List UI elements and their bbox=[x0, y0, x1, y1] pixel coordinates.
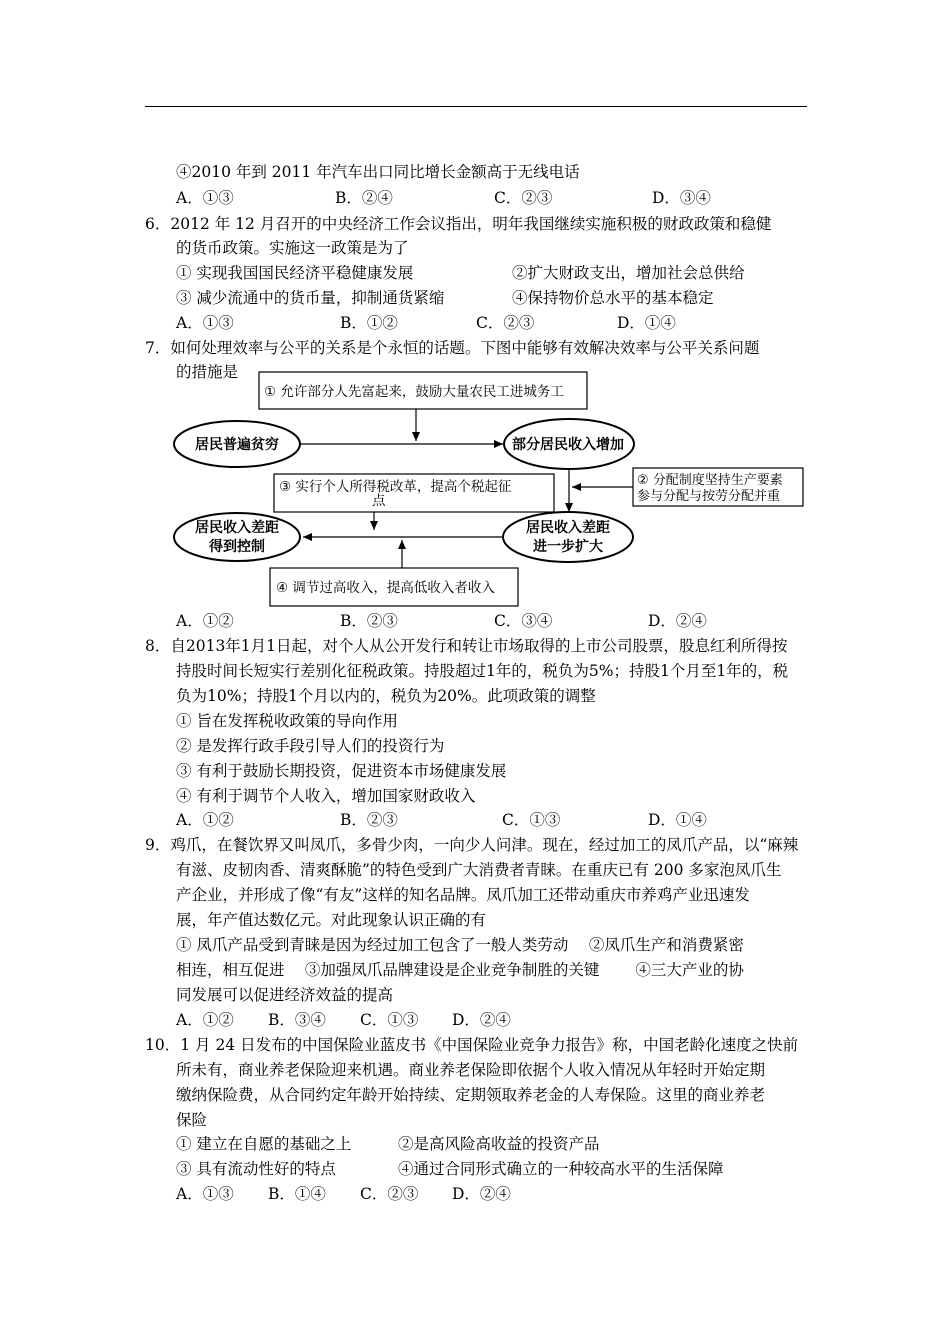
q5-option-c: C．②③ bbox=[494, 189, 553, 207]
q10-stem-line3: 缴纳保险费，从合同约定年龄开始持续、定期领取养老金的人寿保险。这里的商业养老 bbox=[176, 1086, 766, 1104]
q6-item-3: ③ 减少流通中的货币量，抑制通货紧缩 bbox=[176, 289, 445, 307]
q6-option-d: D．①④ bbox=[617, 314, 676, 332]
measure-box-3-text-line2: 点 bbox=[372, 493, 386, 509]
q6-stem-line1: 6．2012 年 12 月召开的中央经济工作会议指出，明年我国继续实施积极的财政政策和稳健 bbox=[145, 215, 772, 233]
q8-stem-line1: 8．自2013年1月1日起，对个人从公开发行和转让市场取得的上市公司股票，股息红利所得按 bbox=[145, 637, 788, 655]
q7-option-a: A．①② bbox=[176, 612, 234, 630]
q6-item-1: ① 实现我国国民经济平稳健康发展 bbox=[176, 264, 414, 282]
q5-option-d: D．③④ bbox=[652, 189, 711, 207]
node-gap-widened-text-line1: 居民收入差距 bbox=[526, 520, 610, 536]
measure-box-2-text-line1: ② 分配制度坚持生产要素 bbox=[637, 473, 783, 488]
q5-option-b: B．②④ bbox=[335, 189, 393, 207]
q8-stem-line3: 负为10%；持股1个月以内的，税负为20%。此项政策的调整 bbox=[176, 687, 596, 705]
q6-option-a: A．①③ bbox=[176, 314, 234, 332]
measure-box-1-text: ① 允许部分人先富起来，鼓励大量农民工进城务工 bbox=[264, 384, 564, 400]
q9-stem-line3: 产企业，并形成了像“有友”这样的知名品牌。凤爪加工还带动重庆市养鸡产业迅速发 bbox=[176, 886, 750, 904]
q10-option-b: B．①④ bbox=[268, 1185, 326, 1203]
measure-box-2-text-line2: 参与分配与按劳分配并重 bbox=[637, 489, 781, 504]
q5-item-4: ④2010 年到 2011 年汽车出口同比增长金额高于无线电话 bbox=[176, 163, 580, 181]
q8-item-1: ① 旨在发挥税收政策的导向作用 bbox=[176, 712, 398, 730]
q10-option-d: D．②④ bbox=[452, 1185, 511, 1203]
q8-option-d: D．①④ bbox=[648, 811, 707, 829]
q6-item-4: ④保持物价总水平的基本稳定 bbox=[512, 289, 714, 307]
q10-option-a: A．①③ bbox=[176, 1185, 234, 1203]
q10-stem-line4: 保险 bbox=[176, 1111, 208, 1129]
q8-item-3: ③ 有利于鼓励长期投资，促进资本市场健康发展 bbox=[176, 762, 507, 780]
q9-items-line3: 同发展可以促进经济效益的提高 bbox=[176, 986, 394, 1004]
q9-option-d: D．②④ bbox=[452, 1011, 511, 1029]
q7-stem-line1: 7．如何处理效率与公平的关系是个永恒的话题。下图中能够有效解决效率与公平关系问题 bbox=[145, 339, 760, 357]
measure-box-3-text-line1: ③ 实行个人所得税改革，提高个税起征 bbox=[279, 479, 512, 495]
q9-stem-line1: 9．鸡爪，在餐饮界又叫凤爪，多骨少肉，一向少人问津。现在，经过加工的凤爪产品，以“麻辣 bbox=[145, 836, 799, 854]
node-gap-controlled-text-line1: 居民收入差距 bbox=[195, 520, 279, 536]
q7-stem-line2: 的措施是 bbox=[176, 363, 239, 381]
measure-box-4-text: ④ 调节过高收入，提高低收入者收入 bbox=[276, 580, 495, 596]
q8-stem-line2: 持股时间长短实行差别化征税政策。持股超过1年的，税负为5%；持股1个月至1年的，税 bbox=[176, 662, 789, 680]
q10-item-3: ③ 具有流动性好的特点 bbox=[176, 1160, 336, 1178]
node-income-increase-text: 部分居民收入增加 bbox=[512, 437, 624, 453]
q7-option-d: D．②④ bbox=[648, 612, 707, 630]
node-gap-widened-text-line2: 进一步扩大 bbox=[533, 539, 603, 555]
q10-option-c: C．②③ bbox=[360, 1185, 419, 1203]
q9-items-line2: 相连，相互促进 ③加强凤爪品牌建设是企业竞争制胜的关键 ④三大产业的协 bbox=[176, 961, 744, 979]
q10-item-1: ① 建立在自愿的基础之上 bbox=[176, 1135, 352, 1153]
q10-stem-line1: 10．1 月 24 日发布的中国保险业蓝皮书《中国保险业竞争力报告》称，中国老龄化速度之快前 bbox=[145, 1036, 799, 1054]
q6-option-b: B．①② bbox=[340, 314, 398, 332]
q8-item-4: ④ 有利于调节个人收入，增加国家财政收入 bbox=[176, 787, 476, 805]
q9-option-a: A．①② bbox=[176, 1011, 234, 1029]
node-residents-poor-text: 居民普遍贫穷 bbox=[195, 437, 279, 453]
q6-option-c: C．②③ bbox=[476, 314, 535, 332]
q5-option-a: A．①③ bbox=[176, 189, 234, 207]
node-gap-controlled-text-line2: 得到控制 bbox=[209, 539, 265, 555]
q9-stem-line2: 有滋、皮韧肉香、清爽酥脆”的特色受到广大消费者青睐。在重庆已有 200 多家泡凤爪生 bbox=[176, 861, 782, 879]
q8-option-a: A．①② bbox=[176, 811, 234, 829]
q8-item-2: ② 是发挥行政手段引导人们的投资行为 bbox=[176, 737, 445, 755]
q10-stem-line2: 所未有，商业养老保险迎来机遇。商业养老保险即依据个人收入情况从年轻时开始定期 bbox=[176, 1061, 766, 1079]
q8-option-c: C．①③ bbox=[502, 811, 561, 829]
q9-stem-line4: 展，年产值达数亿元。对此现象认识正确的有 bbox=[176, 911, 487, 929]
q8-option-b: B．②③ bbox=[340, 811, 398, 829]
q9-items-line1: ① 凤爪产品受到青睐是因为经过加工包含了一般人类劳动 ②凤爪生产和消费紧密 bbox=[176, 936, 744, 954]
q6-item-2: ②扩大财政支出，增加社会总供给 bbox=[512, 264, 745, 282]
q10-item-2: ②是高风险高收益的投资产品 bbox=[398, 1135, 600, 1153]
q9-option-c: C．①③ bbox=[360, 1011, 419, 1029]
q6-stem-line2: 的货币政策。实施这一政策是为了 bbox=[176, 239, 409, 257]
q9-option-b: B．③④ bbox=[268, 1011, 326, 1029]
q7-option-c: C．③④ bbox=[494, 612, 553, 630]
q10-item-4: ④通过合同形式确立的一种较高水平的生活保障 bbox=[398, 1160, 724, 1178]
q7-option-b: B．②③ bbox=[340, 612, 398, 630]
